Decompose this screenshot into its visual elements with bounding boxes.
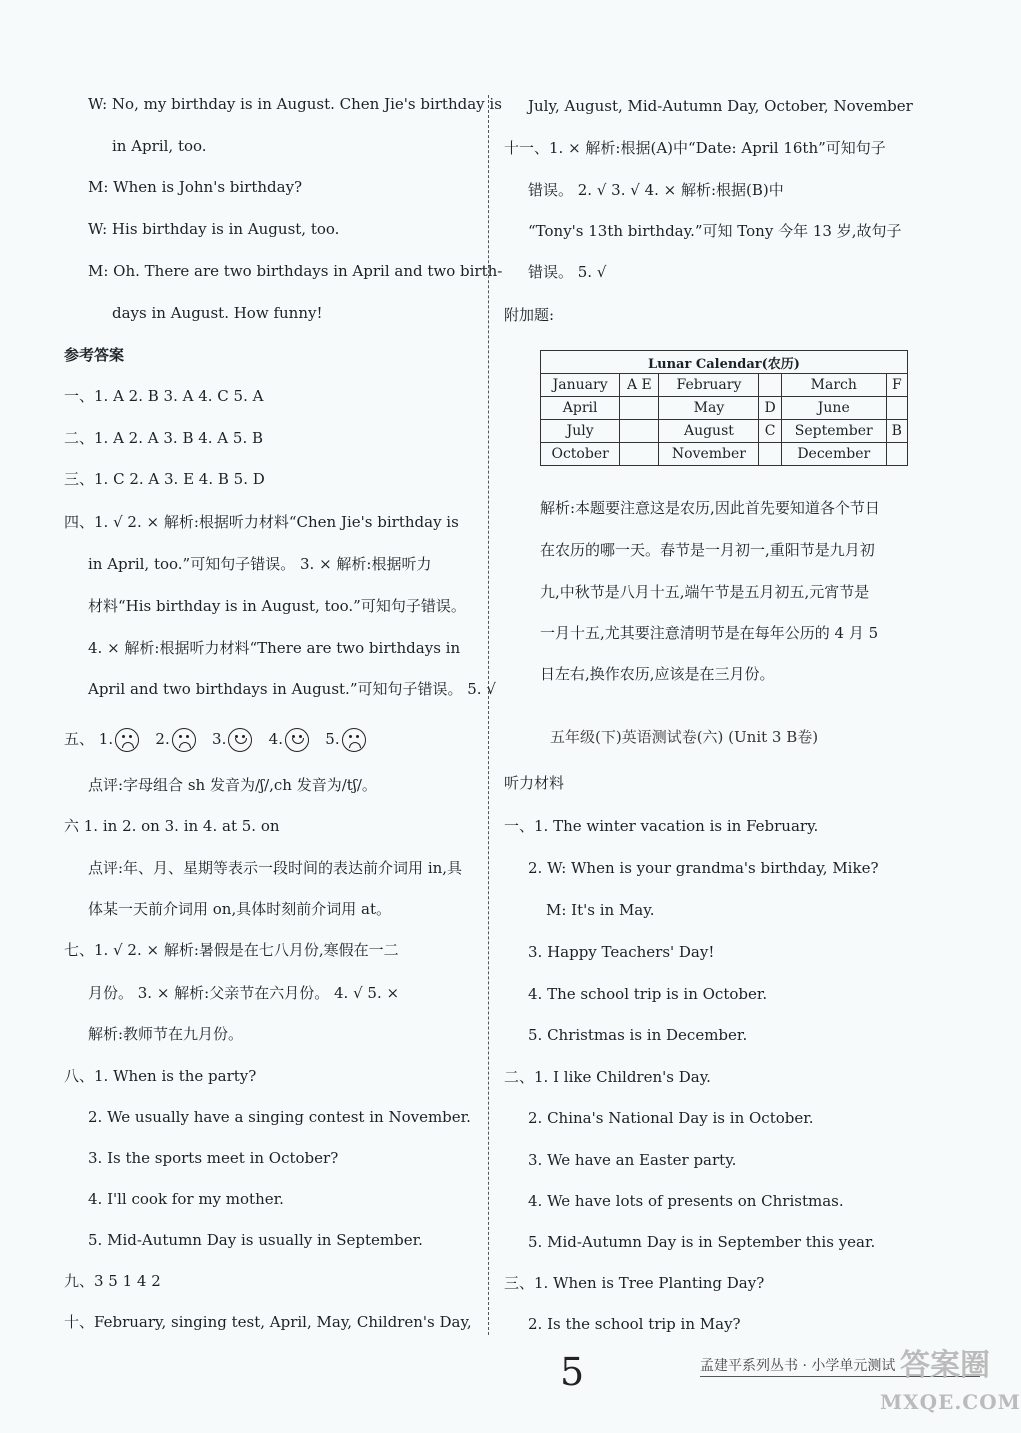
table-cell [886, 443, 907, 466]
table-cell [886, 397, 907, 420]
watermark-url: MXQE.COM [880, 1390, 1021, 1414]
text-line: M: When is John's birthday? [88, 178, 303, 196]
text-line: July, August, Mid-Autumn Day, October, November [528, 97, 913, 115]
sad-face-icon [115, 728, 139, 752]
answer-line: in April, too.”可知句子错误。 3. × 解析:根据听力 [88, 555, 432, 573]
analysis-line: 在农历的哪一天。春节是一月初一,重阳节是九月初 [540, 541, 875, 559]
listening-line: 3. We have an Easter party. [528, 1151, 737, 1169]
answer-line: 七、1. √ 2. × 解析:暑假是在七八月份,寒假在一二 [64, 941, 399, 959]
table-row [541, 397, 908, 420]
table-cell: June [781, 397, 886, 420]
happy-face-icon [228, 728, 252, 752]
answer-line: 3. Is the sports meet in October? [88, 1149, 339, 1167]
analysis-line: 日左右,换作农历,应该是在三月份。 [540, 665, 775, 683]
table-cell: December [781, 443, 886, 466]
answer-line: 4. I'll cook for my mother. [88, 1190, 284, 1208]
table-cell: A E [620, 374, 659, 397]
table-cell: F [886, 374, 907, 397]
listening-line: 3. Happy Teachers' Day! [528, 943, 715, 961]
table-cell: October [541, 443, 620, 466]
section-label: 五、 [64, 730, 95, 748]
faces-row [64, 726, 368, 752]
footer-text: 孟建平系列丛书 · 小学单元测试 [700, 1358, 896, 1374]
face-item: 3. [212, 730, 254, 748]
answer-line: 一、1. A 2. B 3. A 4. C 5. A [64, 387, 264, 405]
answer-line: 错误。 2. √ 3. √ 4. × 解析:根据(B)中 [528, 181, 784, 199]
listening-line: 4. The school trip is in October. [528, 985, 768, 1003]
happy-face-icon [285, 728, 309, 752]
answer-line: 材料“His birthday is in August, too.”可知句子错误。 [88, 597, 466, 615]
table-cell: May [659, 397, 759, 420]
text-line: W: No, my birthday is in August. Chen Jie's birthday is [88, 95, 502, 113]
table-row [541, 420, 908, 443]
answer-line: April and two birthdays in August.”可知句子错误。 5. √ [88, 680, 496, 698]
table-cell: November [659, 443, 759, 466]
answer-line: 九、3 5 1 4 2 [64, 1272, 161, 1290]
table-row [541, 443, 908, 466]
listening-line: 2. Is the school trip in May? [528, 1315, 741, 1333]
sad-face-icon [342, 728, 366, 752]
text-line: days in August. How funny! [112, 304, 323, 322]
answer-line: 解析:教师节在九月份。 [88, 1025, 244, 1043]
listening-line: 二、1. I like Children's Day. [504, 1068, 711, 1086]
answer-heading: 参考答案 [64, 346, 125, 364]
answer-line: 三、1. C 2. A 3. E 4. B 5. D [64, 470, 265, 488]
table-cell: B [886, 420, 907, 443]
analysis-line: 解析:本题要注意这是农历,因此首先要知道各个节日 [540, 499, 880, 517]
answer-line: 2. We usually have a singing contest in November. [88, 1108, 471, 1126]
face-item: 1. [99, 730, 141, 748]
listening-line: 2. W: When is your grandma's birthday, Mike? [528, 859, 879, 877]
answer-line: 四、1. √ 2. × 解析:根据听力材料“Chen Jie's birthday is [64, 513, 459, 531]
section-title: 五年级(下)英语测试卷(六) (Unit 3 B卷) [550, 728, 819, 746]
answer-line: 六 1. in 2. on 3. in 4. at 5. on [64, 817, 280, 835]
table-cell: April [541, 397, 620, 420]
watermark-logo: 答案圈 [900, 1348, 990, 1383]
answer-line: 二、1. A 2. A 3. B 4. A 5. B [64, 429, 264, 447]
table-cell [759, 443, 781, 466]
answer-line: 5. Mid-Autumn Day is usually in September. [88, 1231, 423, 1249]
listening-line: 三、1. When is Tree Planting Day? [504, 1274, 765, 1292]
answer-line: 4. × 解析:根据听力材料“There are two birthdays in [88, 639, 461, 657]
table-cell: August [659, 420, 759, 443]
listening-line: 5. Christmas is in December. [528, 1026, 748, 1044]
listening-line: 一、1. The winter vacation is in February. [504, 817, 819, 835]
analysis-line: 九,中秋节是八月十五,端午节是五月初五,元宵节是 [540, 583, 870, 601]
answer-line: 月份。 3. × 解析:父亲节在六月份。 4. √ 5. × [88, 984, 400, 1002]
listening-line: 5. Mid-Autumn Day is in September this year. [528, 1233, 876, 1251]
text-line: W: His birthday is in August, too. [88, 220, 340, 238]
table-cell: July [541, 420, 620, 443]
section-heading: 听力材料 [504, 774, 565, 792]
table-cell: September [781, 420, 886, 443]
face-item: 4. [269, 730, 311, 748]
table-cell [620, 397, 659, 420]
sad-face-icon [172, 728, 196, 752]
text-line: M: Oh. There are two birthdays in April and two birth- [88, 262, 503, 280]
answer-line: 八、1. When is the party? [64, 1067, 257, 1085]
section-heading: 附加题: [504, 306, 555, 324]
column-divider [488, 95, 489, 1335]
listening-line: M: It's in May. [546, 901, 655, 919]
table-cell: March [781, 374, 886, 397]
calendar-title: Lunar Calendar(农历) [541, 351, 908, 374]
table-row [541, 374, 908, 397]
page-number: 5 [560, 1350, 585, 1394]
table-cell [759, 374, 781, 397]
table-cell [620, 420, 659, 443]
table-cell: D [759, 397, 781, 420]
answer-line: 十一、1. × 解析:根据(A)中“Date: April 16th”可知句子 [504, 139, 886, 157]
answer-line: “Tony's 13th birthday.”可知 Tony 今年 13 岁,故句子 [528, 222, 902, 240]
listening-line: 4. We have lots of presents on Christmas. [528, 1192, 844, 1210]
comment-line: 点评:年、月、星期等表示一段时间的表达前介词用 in,具 [88, 859, 463, 877]
face-item: 2. [155, 730, 197, 748]
lunar-calendar-table [540, 350, 908, 466]
answer-line: 错误。 5. √ [528, 263, 607, 281]
answer-line: 十、February, singing test, April, May, Children's Day, [64, 1313, 472, 1331]
comment-line: 体某一天前介词用 on,具体时刻前介词用 at。 [88, 900, 391, 918]
table-cell: February [659, 374, 759, 397]
analysis-line: 一月十五,尤其要注意清明节是在每年公历的 4 月 5 [540, 624, 879, 642]
listening-line: 2. China's National Day is in October. [528, 1109, 814, 1127]
table-cell: C [759, 420, 781, 443]
table-cell [620, 443, 659, 466]
comment-line: 点评:字母组合 sh 发音为/ʃ/,ch 发音为/tʃ/。 [88, 776, 377, 794]
table-cell: January [541, 374, 620, 397]
text-line: in April, too. [112, 137, 207, 155]
face-item: 5. [325, 730, 367, 748]
